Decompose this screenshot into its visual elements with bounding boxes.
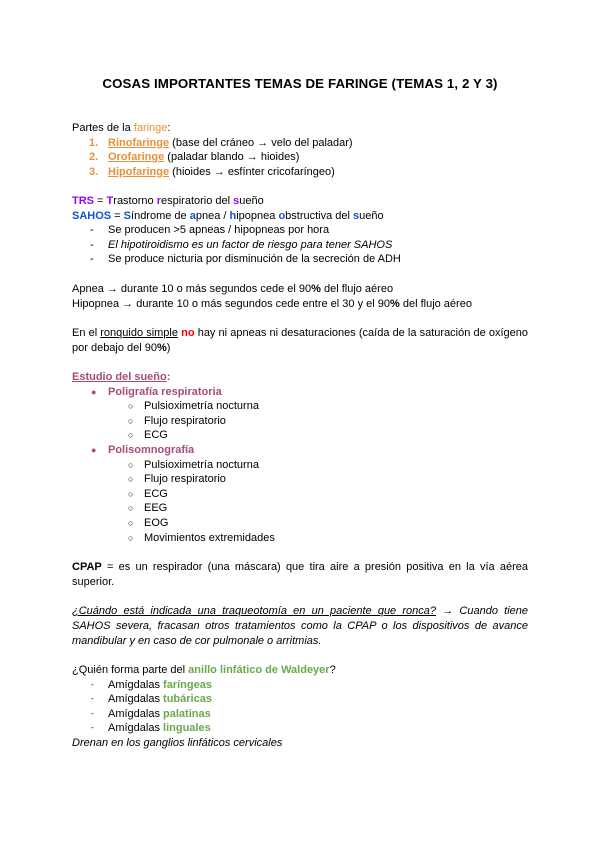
poligrafia-items [72, 399, 528, 443]
list-item: - Amígdalas tubáricas [91, 693, 212, 706]
list-item: ○ Flujo respiratorio [128, 473, 226, 486]
sahos-bullets [72, 223, 528, 267]
estudio-heading: Estudio del sueño: [72, 371, 171, 383]
list-item: 3. Hipofaringe (hioides → esfínter cricofaríngeo) [89, 165, 335, 178]
negation-word: no [181, 327, 195, 339]
faringe-word: faringe [133, 122, 168, 134]
traqueotomia-question: ¿Cuándo está indicada una traqueotomía en un paciente que ronca? [72, 605, 437, 617]
list-item: ○ ECG [128, 487, 168, 500]
list-item: - Se producen >5 apneas / hipopneas por hora [90, 224, 330, 237]
faringe-part-name: Rinofaringe [108, 136, 170, 149]
list-item: ○ Flujo respiratorio [128, 414, 226, 427]
ronquido-term: ronquido simple [100, 327, 178, 339]
partes-section [72, 121, 528, 179]
polisomnografia-items [72, 458, 528, 546]
list-item: ○ Pulsioximetría nocturna [128, 458, 259, 471]
partes-list [72, 136, 528, 180]
study-type: Polisomnografía [108, 443, 195, 456]
waldeyer-list [72, 678, 528, 736]
list-item: 2. Orofaringe (paladar blando → hioides) [89, 151, 300, 164]
estudio-section [72, 370, 528, 545]
list-item: - Amígdalas linguales [91, 722, 211, 735]
study-type: Poligrafía respiratoria [108, 385, 222, 398]
list-item: ○ EOG [128, 516, 169, 529]
ronquido-section [72, 326, 528, 356]
faringe-part-name: Hipofaringe [108, 165, 170, 178]
trs-definition: TRS = Trastorno respiratorio del sueño [72, 195, 264, 207]
traqueotomia-paragraph: ¿Cuándo está indicada una traqueotomía en un paciente que ronca? → Cuando tiene SAHOS severa, fracasan otros tratamientos como la CPAP o los dispositivos de avance mandibular y en caso de cor pulmonale o arritmias. [72, 605, 528, 647]
faringe-part-name: Orofaringe [108, 151, 165, 164]
list-item: - Amígdalas palatinas [91, 707, 211, 720]
trs-sahos-section [72, 194, 528, 267]
cpap-section [72, 560, 528, 590]
cpap-definition: CPAP = es un respirador (una máscara) que tira aire a presión positiva en la vía aérea superior. [72, 561, 528, 588]
list-item: 1. Rinofaringe (base del cráneo → velo del paladar) [89, 136, 353, 149]
list-item: ○ EEG [128, 502, 168, 515]
apnea-hipopnea-section [72, 282, 528, 311]
partes-heading: Partes de la faringe: [72, 122, 171, 134]
apnea-line: Apnea → durante 10 o más segundos cede el 90% del flujo aéreo [72, 283, 394, 295]
waldeyer-section [72, 663, 528, 751]
list-item: - El hipotiroidismo es un factor de riesgo para tener SAHOS [90, 238, 393, 251]
page-title: COSAS IMPORTANTES TEMAS DE FARINGE (TEMAS 1, 2 Y 3) [102, 76, 498, 91]
ronquido-paragraph: En el ronquido simple no hay ni apneas ni desaturaciones (caída de la saturación de oxígeno por debajo del 90%) [72, 327, 528, 354]
waldeyer-footer: Drenan en los ganglios linfáticos cervicales [72, 736, 283, 749]
list-item: - Se produce nicturia por disminución de la secreción de ADH [90, 253, 401, 266]
estudio-groups [72, 385, 528, 400]
list-item: ○ ECG [128, 429, 168, 442]
list-item: ○ Movimientos extremidades [128, 531, 275, 544]
hipopnea-line: Hipopnea → durante 10 o más segundos cede entre el 30 y el 90% del flujo aéreo [72, 297, 472, 310]
traqueotomia-section [72, 604, 528, 649]
list-item: ● Polisomnografía [91, 443, 195, 456]
sahos-definition: SAHOS = Síndrome de apnea / hipopnea obstructiva del sueño [72, 209, 384, 222]
waldeyer-question: ¿Quién forma parte del anillo linfático de Waldeyer? [72, 664, 336, 676]
list-item: ○ Pulsioximetría nocturna [128, 400, 259, 413]
list-item: ● Poligrafía respiratoria [91, 385, 222, 398]
list-item: - Amígdalas faríngeas [91, 678, 212, 691]
